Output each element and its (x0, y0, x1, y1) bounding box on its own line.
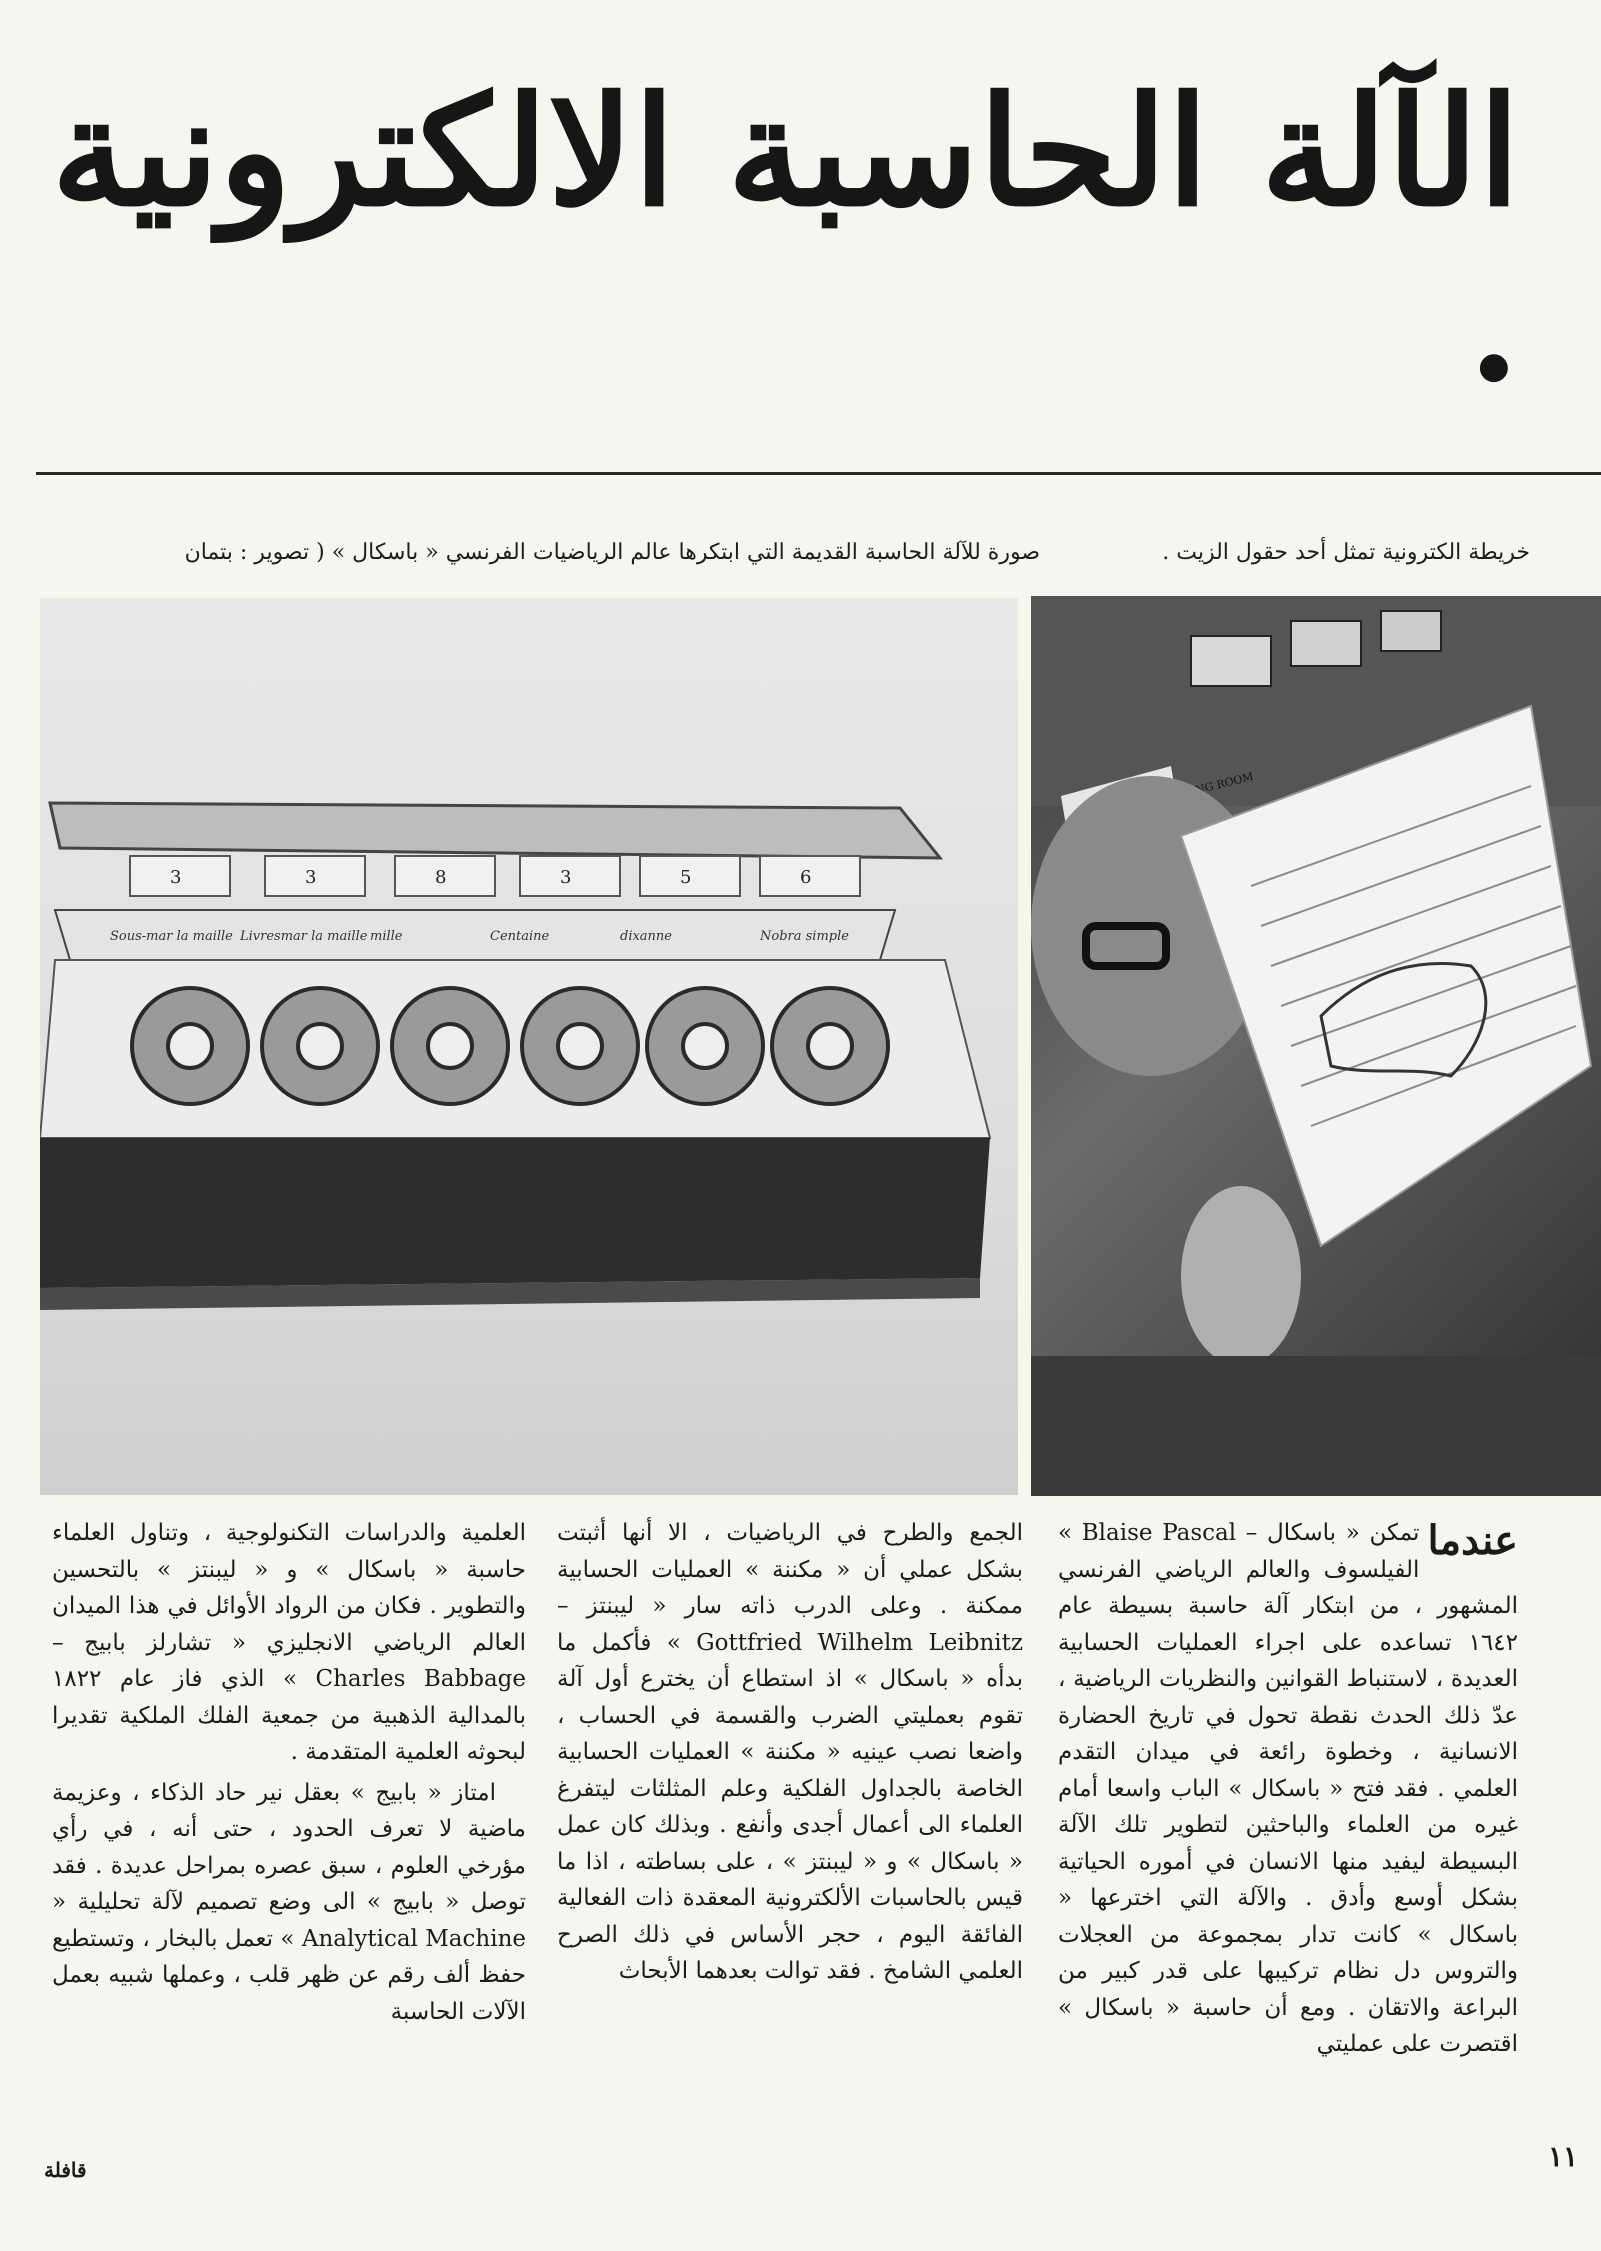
title-divider (36, 472, 1601, 475)
caption-calculator: صورة للآلة الحاسبة القديمة التي ابتكرها عالم الرياضيات الفرنسي « باسكال » ( تصوير : بتمان (184, 540, 1040, 565)
window-digit: 3 (305, 867, 317, 888)
article-column-2 (557, 1515, 1023, 2125)
calculator-photo (40, 598, 1018, 1495)
article-column-1 (1058, 1515, 1518, 2125)
drop-word: عندما (1427, 1517, 1518, 1564)
calculator-windows (130, 856, 860, 896)
page-number: ١١ (1548, 2140, 1579, 2173)
article-column-3 (52, 1515, 526, 2125)
column-text: تمكن « باسكال – Blaise Pascal » الفيلسوف والعالم الرياضي الفرنسي المشهور ، من ابتكار آلة حاسبة بسيطة عام ١٦٤٢ تساعده على اجراء العمليات الحسابية العديدة ، لاستنباط القوانين والنظريات الرياضية ، عدّ ذلك الحدث نقطة تحول في تاريخ الحضارة الانسانية ، وخطوة رائعة في ميدان التقدم العلمي . فقد فتح « باسكال » الباب واسعا أمام غيره من العلماء والباحثين لتطوير تلك الآلة البسيطة ليفيد منها الانسان في أموره الحياتية بشكل أوسع وأدق . والآلة التي اخترعها « باسكال » كانت تدار بمجموعة من العجلات والتروس دل نظام تركيبها على قدر كبير من البراعة والاتقان . ومع أن حاسبة « باسكال » اقتصرت على عمليتي (1058, 1520, 1518, 2057)
column-text: الجمع والطرح في الرياضيات ، الا أنها أثبتت بشكل عملي أن « مكننة » العمليات الحسابية ممكنة . وعلى الدرب ذاته سار « ليبنتز – Gottfried Wilhelm Leibnitz » فأكمل ما بدأه « باسكال » اذ استطاع أن يخترع أول آلة تقوم بعمليتي الضرب والقسمة في الحساب ، واضعا نصب عينيه « مكننة » العمليات الحسابية الخاصة بالجداول الفلكية وعلم المثلثات ليتفرغ العلماء الى أعمال أجدى وأنفع . وبذلك كان عمل « باسكال » و « ليبنتز » ، على بساطته ، اذا ما قيس بالحاسبات الألكترونية المعقدة ذات الفعالية الفائقة اليوم ، حجر الأساس في ذلك الصرح العلمي الشامخ . فقد توالت بعدهما الأبحاث (557, 1520, 1023, 1984)
plate-label: mille (370, 929, 403, 944)
caption-map: خريطة الكترونية تمثل أحد حقول الزيت . (1162, 540, 1530, 565)
plate-label: Sous-mar la maille (110, 929, 233, 944)
magazine-name: قافلة (44, 2158, 87, 2182)
page-title: الآلة الحاسبة الالكترونية . (51, 64, 1520, 416)
plate-label: Livresmar la maille (240, 929, 368, 944)
map-photo (1031, 596, 1601, 1496)
column-text: امتاز « بابيج » بعقل نير حاد الذكاء ، وعزيمة ماضية لا تعرف الحدود ، حتى أنه ، في رأي مؤرخي العلوم ، سبق عصره بمراحل عديدة . فقد توصل « بابيج » الى وضع تصميم لآلة تحليلية « Analytical Machine » تعمل بالبخار ، وتستطيع حفظ ألف رقم عن ظهر قلب ، وعملها شبيه بعمل الآلات الحاسبة (52, 1779, 526, 2025)
window-digit: 6 (800, 867, 812, 888)
plate-label: Centaine (490, 929, 550, 944)
column-text: العلمية والدراسات التكنولوجية ، وتناول العلماء حاسبة « باسكال » و « ليبنتز » بالتحسين والتطوير . فكان من الرواد الأوائل في هذا الميدان العالم الرياضي الانجليزي « تشارلز بابيج – Charles Babbage » الذي فاز عام ١٨٢٢ بالمدالية الذهبية من جمعية الفلك الملكية تقديرا لبحوثه العلمية المتقدمة . (52, 1520, 527, 1765)
window-digit: 3 (170, 867, 182, 888)
window-digit: 8 (435, 867, 447, 888)
plate-label: Nobra simple (760, 929, 849, 944)
window-digit: 5 (680, 867, 692, 888)
window-digit: 3 (560, 867, 572, 888)
plate-label: dixanne (620, 929, 672, 944)
